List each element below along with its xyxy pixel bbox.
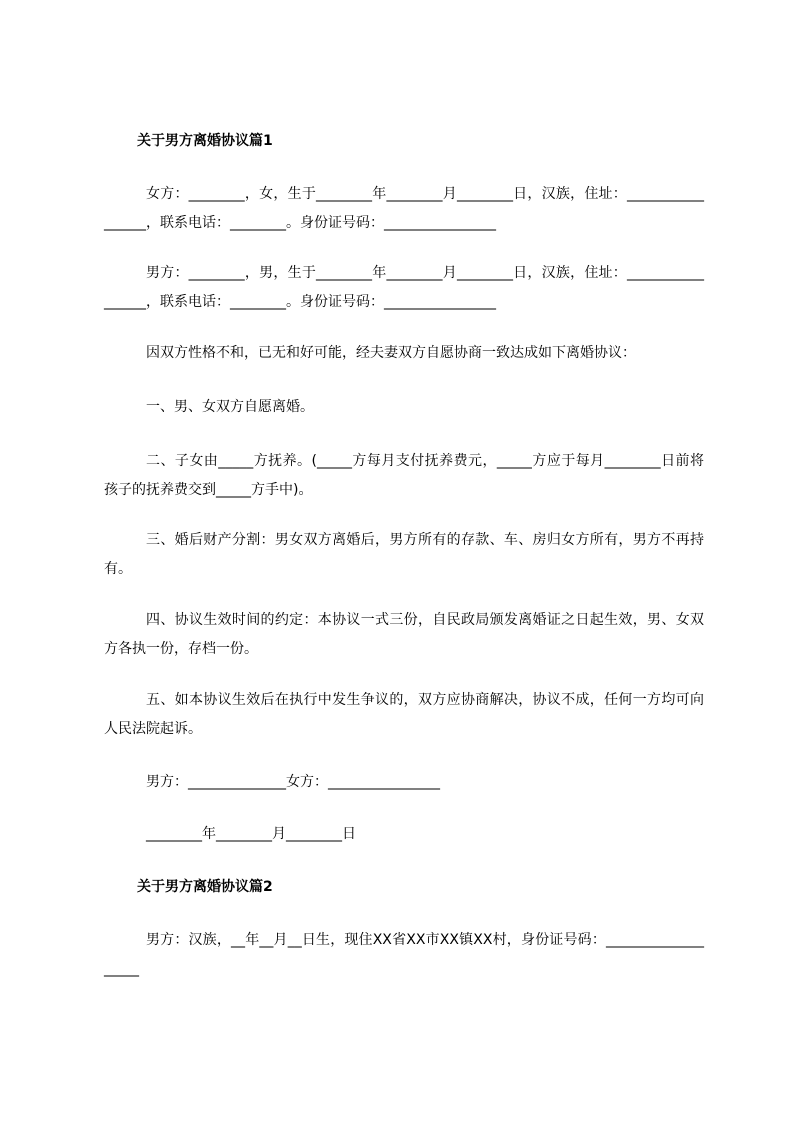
clause-3-paragraph: 三、婚后财产分割：男女双方离婚后，男方所有的存款、车、房归女方所有，男方不再持有。 xyxy=(104,532,704,577)
female-party-info-paragraph: 女方：________，女，生于________年________月________日，汉族，住址：_________________，联系电话：________。身份证号码：________________ xyxy=(104,186,704,231)
date-line: ________年________月________日 xyxy=(146,826,356,842)
clause-4-paragraph: 四、协议生效时间的约定：本协议一式三份，自民政局颁发离婚证之日起生效，男、女双方各执一份，存档一份。 xyxy=(104,612,704,657)
male-party-info-paragraph: 男方：________，男，生于________年________月________日，汉族，住址：_________________，联系电话：________。身份证号码：________________ xyxy=(104,265,704,310)
signature-line: 男方：______________女方：________________ xyxy=(146,774,440,790)
clause-2-paragraph: 二、子女由_____方抚养。(_____方每月支付抚养费元，_____方应于每月________日前将孩子的抚养费交到_____方手中)。 xyxy=(104,453,704,498)
clause-1-paragraph: 一、男、女双方自愿离婚。 xyxy=(146,399,314,415)
clause-5-paragraph: 五、如本协议生效后在执行中发生争议的，双方应协商解决，协议不成，任何一方均可向人民法院起诉。 xyxy=(104,692,704,737)
section2-male-party-paragraph: 男方：汉族，__年__月__日生，现住XX省XX市XX镇XX村，身份证号码：___________________ xyxy=(104,932,704,977)
section2-title: 关于男方离婚协议篇2 xyxy=(137,879,273,895)
section1-title: 关于男方离婚协议篇1 xyxy=(137,133,273,149)
agreement-intro-paragraph: 因双方性格不和，已无和好可能，经夫妻双方自愿协商一致达成如下离婚协议： xyxy=(146,345,636,361)
